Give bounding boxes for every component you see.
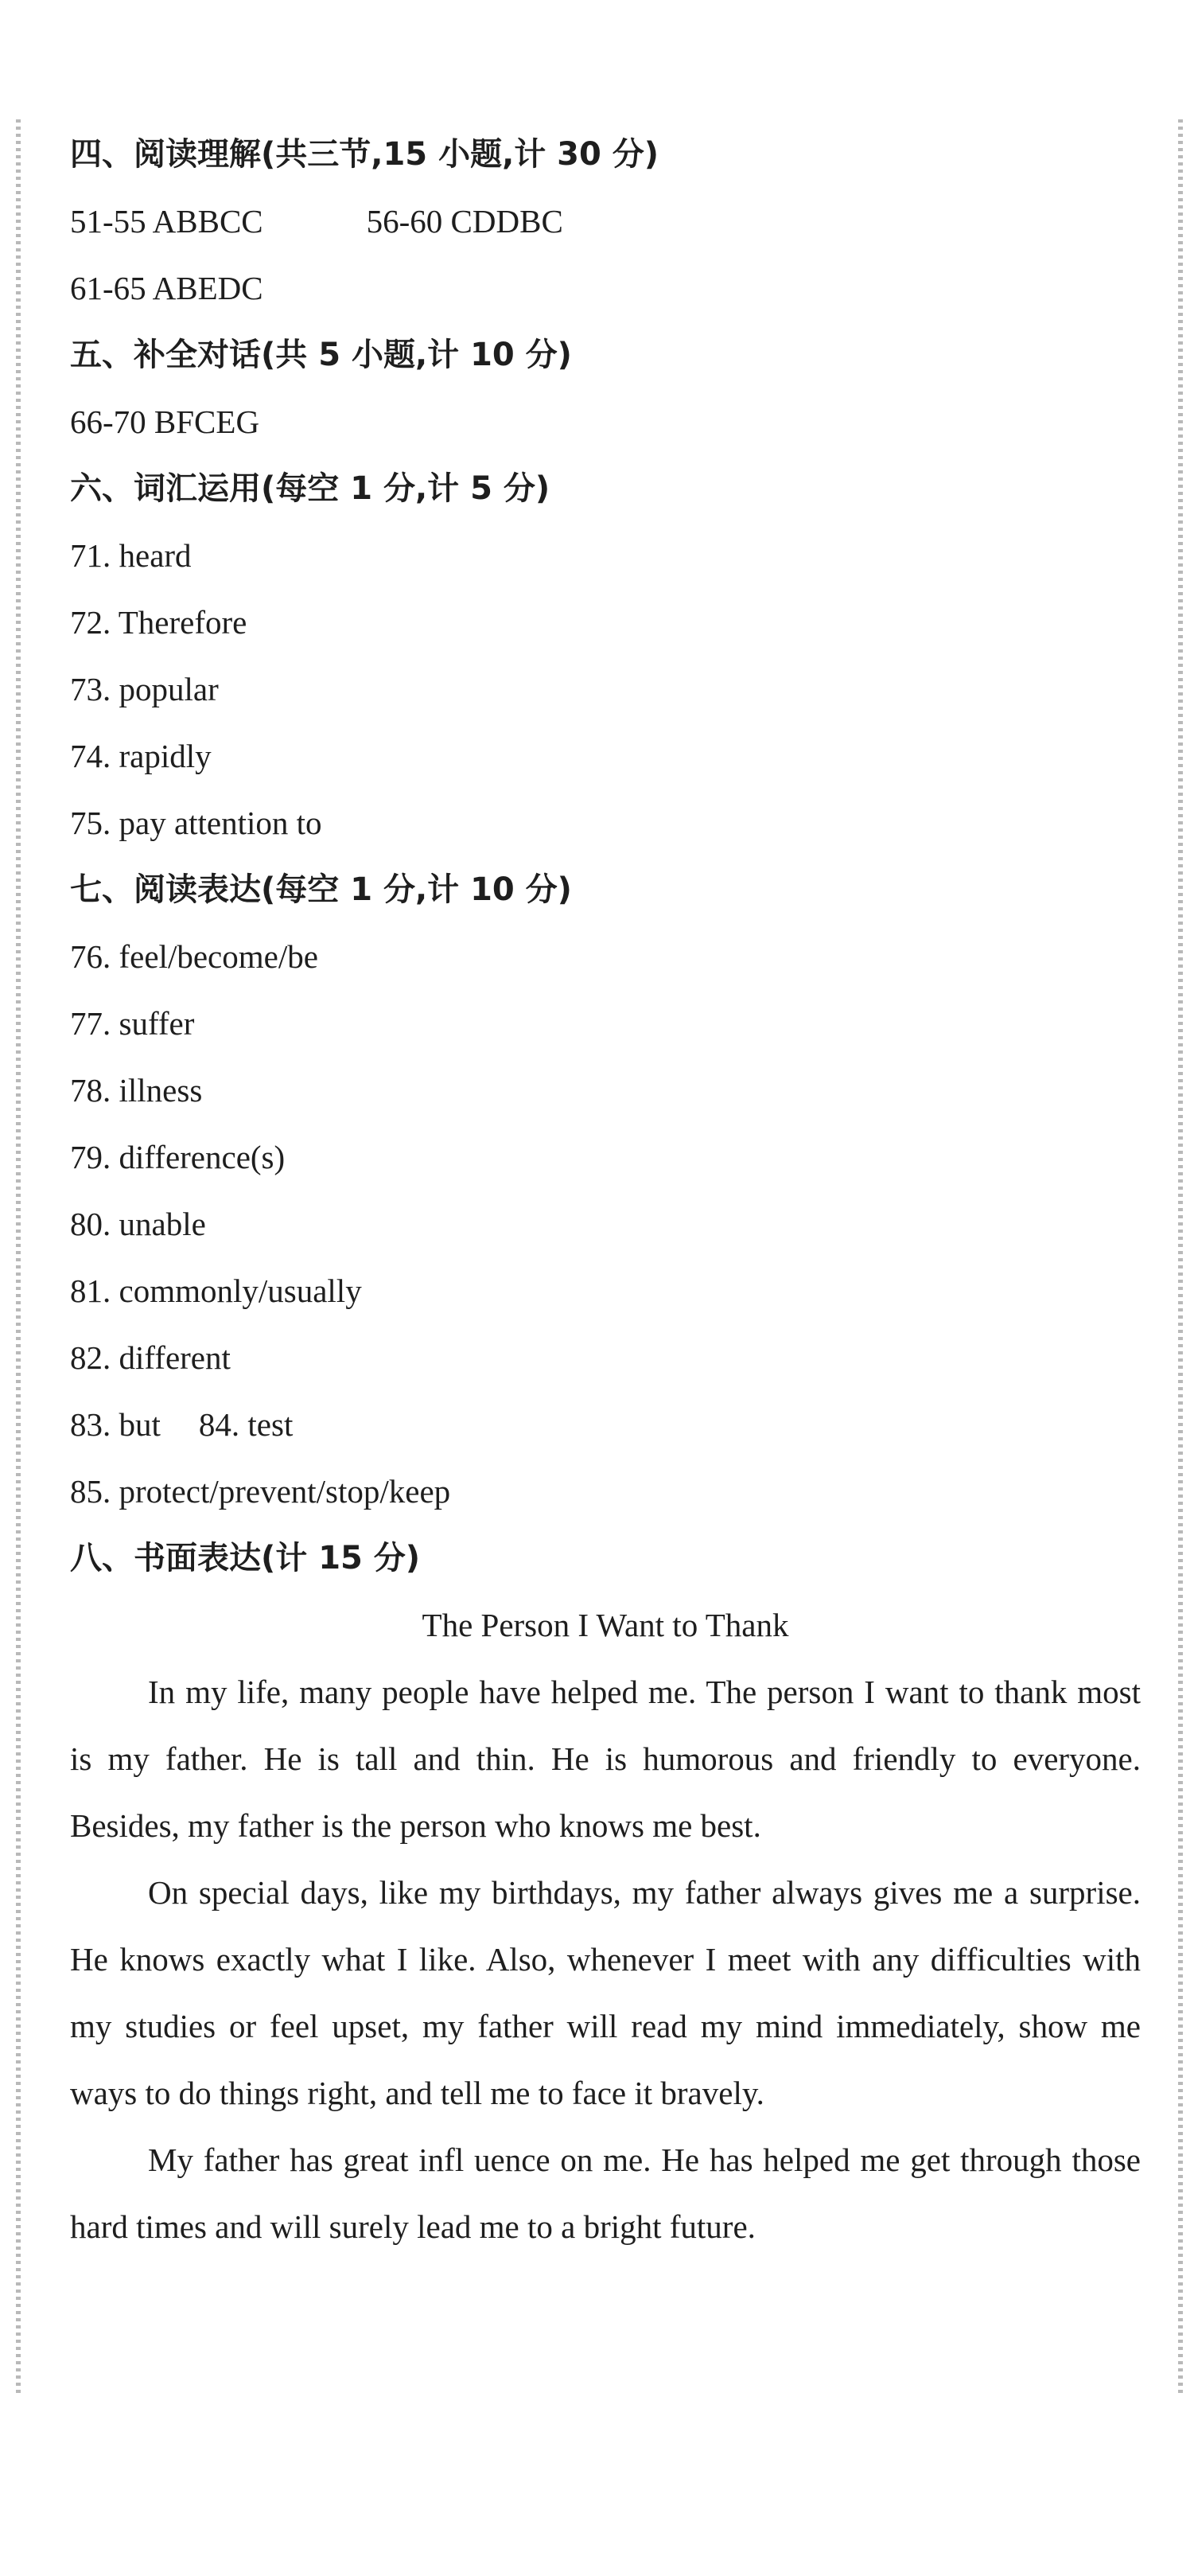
- left-binding-edge: [16, 119, 21, 2395]
- answer-61-65: 61-65 ABEDC: [70, 270, 263, 306]
- answer-66-70: 66-70 BFCEG: [70, 403, 260, 440]
- section-eight-heading: 八、书面表达(计 15 分): [70, 1540, 421, 1576]
- essay-paragraph: On special days, like my birthdays, my father always gives me a surprise. He knows exactly what I like. Also, whenever I meet with any difficulties with my studies or feel upset, my father will read my mind immediately, show me ways to do things right, and tell me to face it bravely.: [70, 1874, 1141, 2111]
- section-seven-heading: 七、阅读表达(每空 1 分,计 10 分): [70, 871, 572, 908]
- answer-key: [70, 121, 1141, 2260]
- essay-title: The Person I Want to Thank: [422, 1607, 789, 1643]
- answer-79: 79. difference(s): [70, 1139, 286, 1175]
- answer-83: 83. but: [70, 1406, 161, 1443]
- answer-85: 85. protect/prevent/stop/keep: [70, 1473, 451, 1510]
- answer-73: 73. popular: [70, 671, 219, 707]
- answer-75: 75. pay attention to: [70, 805, 322, 841]
- answer-78: 78. illness: [70, 1072, 203, 1109]
- answer-77: 77. suffer: [70, 1005, 195, 1042]
- answer-72: 72. Therefore: [70, 604, 247, 641]
- section-four-heading: 四、阅读理解(共三节,15 小题,计 30 分): [70, 136, 659, 173]
- answer-row: [70, 1391, 1141, 1458]
- answer-81: 81. commonly/usually: [70, 1272, 362, 1309]
- answer-74: 74. rapidly: [70, 738, 212, 774]
- answer-82: 82. different: [70, 1339, 231, 1376]
- answer-80: 80. unable: [70, 1206, 206, 1242]
- answer-56-60: 56-60 CDDBC: [366, 203, 563, 240]
- right-binding-edge: [1178, 119, 1183, 2395]
- essay-paragraph: My father has great infl uence on me. He has helped me get through those hard times and will surely lead me to a bright future.: [70, 2141, 1141, 2245]
- answer-row: [70, 188, 1141, 255]
- section-five-heading: 五、补全对话(共 5 小题,计 10 分): [70, 337, 572, 373]
- answer-84: 84. test: [198, 1406, 294, 1443]
- essay-paragraph: In my life, many people have helped me. The person I want to thank most is my father. He is tall and thin. He is humorous and friendly to everyone. Besides, my father is the person who knows me best.: [70, 1674, 1141, 1844]
- answer-51-55: 51-55 ABBCC: [70, 203, 263, 240]
- answer-71: 71. heard: [70, 537, 192, 574]
- answer-76: 76. feel/become/be: [70, 938, 318, 975]
- section-six-heading: 六、词汇运用(每空 1 分,计 5 分): [70, 470, 550, 507]
